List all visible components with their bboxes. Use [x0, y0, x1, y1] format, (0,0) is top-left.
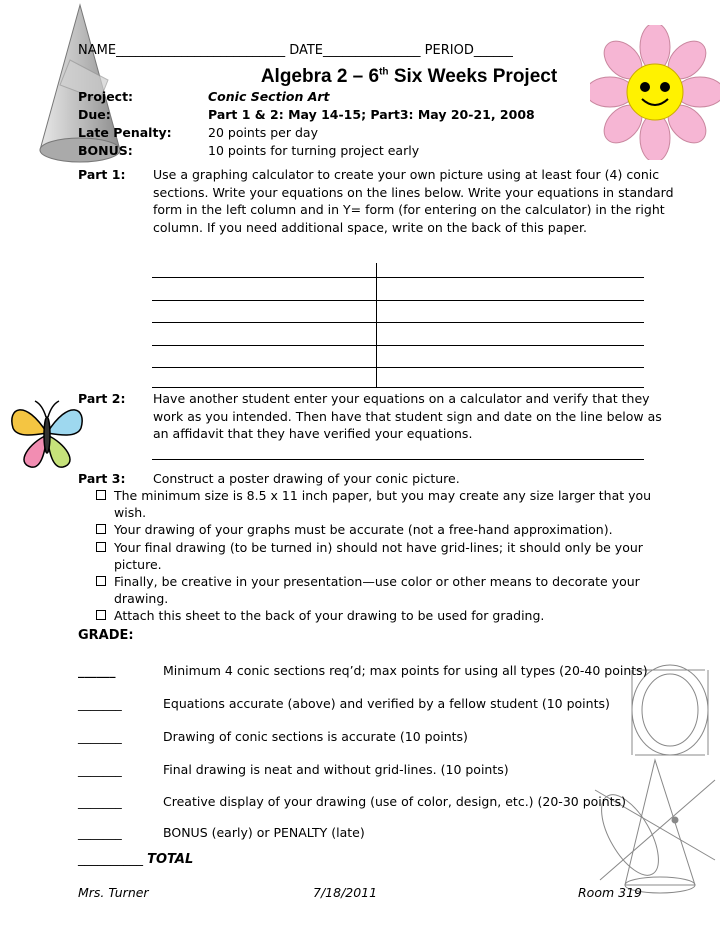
- meta-label: Late Penalty:: [78, 125, 172, 140]
- checkbox-icon: [96, 610, 106, 620]
- footer-date: 7/18/2011: [313, 885, 378, 900]
- meta-label: Due:: [78, 107, 111, 122]
- equation-line[interactable]: [152, 345, 644, 346]
- date-blank[interactable]: _______________: [323, 43, 421, 58]
- equation-column-divider: [376, 263, 377, 388]
- list-item: [96, 487, 686, 521]
- list-item-text: Your drawing of your graphs must be accurate (not a free-hand approximation).: [114, 522, 613, 538]
- total-row: [78, 852, 193, 867]
- period-blank[interactable]: ______: [473, 43, 513, 58]
- project-meta: [78, 88, 535, 160]
- header-line: [78, 43, 513, 58]
- grade-criterion: Creative display of your drawing (use of color, design, etc.) (20-30 points): [163, 794, 626, 809]
- part-2: [78, 390, 678, 443]
- list-item-text: Your final drawing (to be turned in) should not have grid-lines; it should only be your picture.: [114, 539, 643, 572]
- grade-row: [78, 794, 626, 809]
- meta-value: 20 points per day: [208, 125, 318, 140]
- page-title: [0, 66, 728, 88]
- list-item-text: Finally, be creative in your presentation—use color or other means to decorate your drawing.: [114, 574, 640, 607]
- grade-row: [78, 663, 648, 678]
- affidavit-signature-line[interactable]: [152, 459, 644, 460]
- grade-criterion: Equations accurate (above) and verified by a fellow student (10 points): [163, 696, 610, 711]
- grade-blank[interactable]: _______: [78, 696, 122, 711]
- grade-criterion: Drawing of conic sections is accurate (10 points): [163, 729, 468, 744]
- equation-line[interactable]: [152, 387, 644, 388]
- meta-row-due: [78, 106, 535, 124]
- part-3-label: Part 3:: [78, 471, 126, 486]
- grade-title: GRADE:: [78, 628, 134, 643]
- grade-criterion: Final drawing is neat and without grid-lines. (10 points): [163, 762, 509, 777]
- meta-label: Project:: [78, 89, 134, 104]
- checkbox-icon: [96, 576, 106, 586]
- grade-blank[interactable]: _______: [78, 794, 122, 809]
- title-suffix: Six Weeks Project: [388, 66, 558, 87]
- grade-row: [78, 696, 610, 711]
- equation-line[interactable]: [152, 277, 644, 278]
- meta-value: Part 1 & 2: May 14-15; Part3: May 20-21, 2008: [208, 107, 535, 122]
- grade-row: [78, 825, 365, 840]
- part-3-checklist: [96, 487, 686, 625]
- period-label: PERIOD: [424, 43, 474, 58]
- grade-row: [78, 729, 468, 744]
- meta-label: BONUS:: [78, 143, 133, 158]
- equation-line[interactable]: [152, 322, 644, 323]
- name-label: NAME: [78, 43, 117, 58]
- grade-blank[interactable]: _______: [78, 762, 122, 777]
- part-1-label: Part 1:: [78, 167, 126, 182]
- grade-row: [78, 762, 509, 777]
- meta-value: Conic Section Art: [208, 89, 330, 104]
- equation-line[interactable]: [152, 300, 644, 301]
- list-item-text: The minimum size is 8.5 x 11 inch paper, but you may create any size larger that you wish.: [114, 488, 652, 521]
- list-item-text: Attach this sheet to the back of your drawing to be used for grading.: [114, 608, 545, 624]
- total-blank[interactable]: __________: [78, 852, 143, 867]
- footer-teacher: Mrs. Turner: [78, 885, 149, 900]
- title-prefix: Algebra 2 – 6: [260, 66, 380, 87]
- part-2-label: Part 2:: [78, 391, 126, 406]
- title-sup: th: [379, 66, 389, 78]
- checkbox-icon: [96, 490, 106, 500]
- checkbox-icon: [96, 524, 106, 534]
- flower-clipart: [590, 25, 720, 160]
- part-2-text: Have another student enter your equations on a calculator and verify that they work as you intended. Then have that student sign and date on the line below as an affidavit that they have verified your equations.: [153, 391, 662, 441]
- part-1-text: Use a graphing calculator to create your own picture using at least four (4) conic sections. Write your equations on the lines below. Write your equations in standard form in the left column and in Y= form (for entering on the calculator) in the right column. If you need additional space, write on the back of this paper.: [153, 167, 674, 235]
- total-label: TOTAL: [147, 852, 194, 867]
- list-item: [96, 607, 686, 624]
- grade-blank[interactable]: ______: [78, 663, 116, 678]
- list-item: [96, 573, 686, 607]
- meta-value: 10 points for turning project early: [208, 143, 420, 158]
- name-blank[interactable]: __________________________: [116, 43, 286, 58]
- part-3-text: Construct a poster drawing of your conic picture.: [153, 471, 460, 486]
- footer-room: Room 319: [578, 885, 642, 900]
- list-item: [96, 539, 686, 573]
- checkbox-icon: [96, 542, 106, 552]
- part-1: [78, 166, 678, 236]
- meta-row-penalty: [78, 124, 535, 142]
- equation-line[interactable]: [152, 367, 644, 368]
- grade-blank[interactable]: _______: [78, 729, 122, 744]
- list-item: [96, 521, 686, 538]
- date-label: DATE: [289, 43, 324, 58]
- meta-row-bonus: [78, 142, 535, 160]
- meta-row-project: [78, 88, 535, 106]
- grade-blank[interactable]: _______: [78, 825, 122, 840]
- grade-criterion: Minimum 4 conic sections req’d; max points for using all types (20-40 points): [163, 663, 648, 678]
- grade-criterion: BONUS (early) or PENALTY (late): [163, 825, 365, 840]
- part-3: [78, 470, 678, 488]
